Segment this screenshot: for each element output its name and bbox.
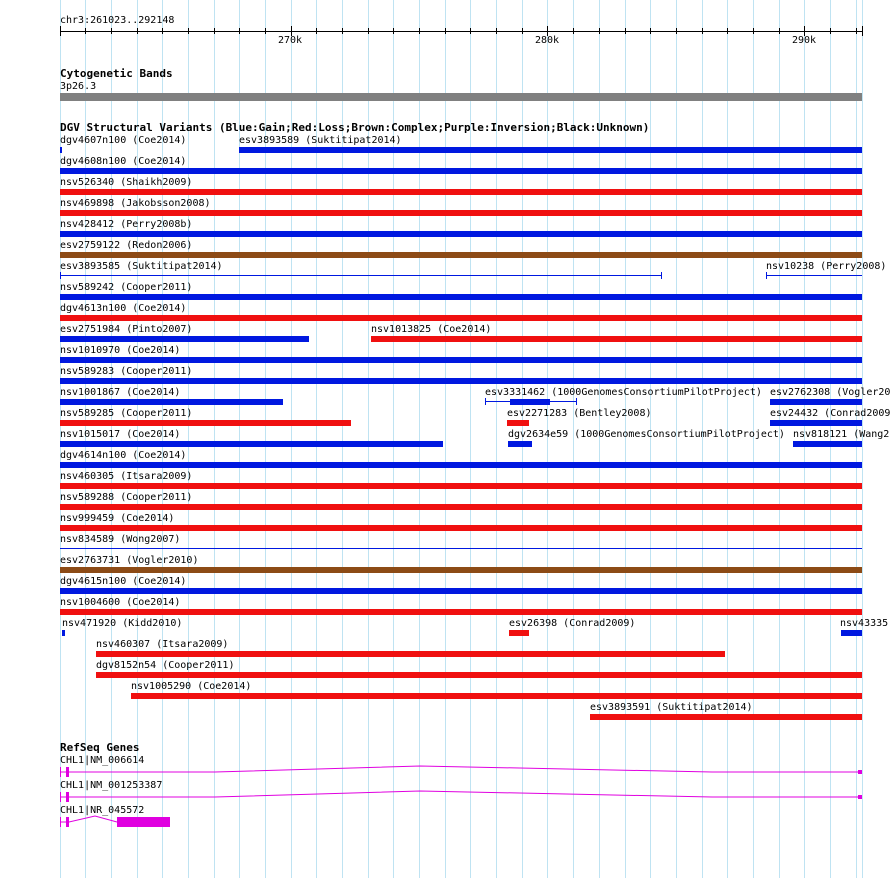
- feature-label[interactable]: nsv589285 (Cooper2011): [60, 408, 193, 419]
- feature-label[interactable]: nsv589288 (Cooper2011): [60, 492, 193, 503]
- gene-label[interactable]: CHL1|NR_045572: [60, 805, 145, 816]
- feature-label[interactable]: esv3331462 (1000GenomesConsortiumPilotProject): [485, 387, 762, 398]
- feature-label[interactable]: dgv8152n54 (Cooper2011): [96, 660, 235, 671]
- feature-label[interactable]: nsv818121 (Wang2: [793, 429, 890, 440]
- feature-label[interactable]: nsv1010970 (Coe2014): [60, 345, 181, 356]
- feature-label[interactable]: nsv834589 (Wong2007): [60, 534, 181, 545]
- ruler-label-270k: 270k: [278, 35, 303, 46]
- feature-label[interactable]: nsv526340 (Shaikh2009): [60, 177, 193, 188]
- feature-label[interactable]: dgv2634e59 (1000GenomesConsortiumPilotProject): [508, 429, 785, 440]
- gene-label[interactable]: CHL1|NM_006614: [60, 755, 145, 766]
- refseq-track-title[interactable]: RefSeq Genes: [60, 741, 140, 754]
- feature-label[interactable]: esv26398 (Conrad2009): [509, 618, 636, 629]
- feature-label[interactable]: esv2759122 (Redon2006): [60, 240, 193, 251]
- feature-label[interactable]: esv3893589 (Suktitipat2014): [239, 135, 402, 146]
- feature-label[interactable]: nsv460307 (Itsara2009): [96, 639, 229, 650]
- feature-label[interactable]: esv2271283 (Bentley2008): [507, 408, 652, 419]
- feature-label[interactable]: nsv589283 (Cooper2011): [60, 366, 193, 377]
- feature-label[interactable]: dgv4607n100 (Coe2014): [60, 135, 187, 146]
- feature-label[interactable]: esv2751984 (Pinto2007): [60, 324, 193, 335]
- ruler-label-290k: 290k: [792, 35, 817, 46]
- feature-label[interactable]: nsv469898 (Jakobsson2008): [60, 198, 211, 209]
- feature-label[interactable]: nsv1001867 (Coe2014): [60, 387, 181, 398]
- feature-label[interactable]: esv2762308 (Vogler20: [770, 387, 890, 398]
- feature-label[interactable]: nsv1015017 (Coe2014): [60, 429, 181, 440]
- feature-label[interactable]: dgv4613n100 (Coe2014): [60, 303, 187, 314]
- feature-label[interactable]: nsv10238 (Perry2008): [766, 261, 887, 272]
- feature-label[interactable]: esv2763731 (Vogler2010): [60, 555, 199, 566]
- feature-label[interactable]: nsv999459 (Coe2014): [60, 513, 175, 524]
- feature-label[interactable]: dgv4608n100 (Coe2014): [60, 156, 187, 167]
- feature-label[interactable]: esv3893591 (Suktitipat2014): [590, 702, 753, 713]
- feature-label[interactable]: nsv428412 (Perry2008b): [60, 219, 193, 230]
- gene-label[interactable]: CHL1|NM_001253387: [60, 780, 163, 791]
- feature-label[interactable]: nsv1013825 (Coe2014): [371, 324, 492, 335]
- feature-label[interactable]: esv24432 (Conrad2009: [770, 408, 890, 419]
- cytoband-track-title[interactable]: Cytogenetic Bands: [60, 67, 173, 80]
- cytoband-label: 3p26.3: [60, 81, 97, 92]
- feature-label[interactable]: nsv1005290 (Coe2014): [131, 681, 252, 692]
- feature-label[interactable]: dgv4615n100 (Coe2014): [60, 576, 187, 587]
- feature-label[interactable]: nsv43335: [840, 618, 889, 629]
- gene-model-nm-006614[interactable]: [60, 766, 862, 777]
- feature-label[interactable]: nsv1004600 (Coe2014): [60, 597, 181, 608]
- feature-label[interactable]: dgv4614n100 (Coe2014): [60, 450, 187, 461]
- feature-label[interactable]: nsv589242 (Cooper2011): [60, 282, 193, 293]
- feature-label[interactable]: nsv471920 (Kidd2010): [62, 618, 183, 629]
- gene-model-nm-001253387[interactable]: [60, 791, 862, 802]
- feature-label[interactable]: nsv460305 (Itsara2009): [60, 471, 193, 482]
- gene-model-nr-045572[interactable]: [60, 816, 170, 827]
- dgv-track-title[interactable]: DGV Structural Variants (Blue:Gain;Red:Loss;Brown:Complex;Purple:Inversion;Black:Unknown): [60, 121, 650, 134]
- ruler-label-280k: 280k: [535, 35, 560, 46]
- position-label: chr3:261023..292148: [60, 15, 175, 26]
- feature-label[interactable]: esv3893585 (Suktitipat2014): [60, 261, 223, 272]
